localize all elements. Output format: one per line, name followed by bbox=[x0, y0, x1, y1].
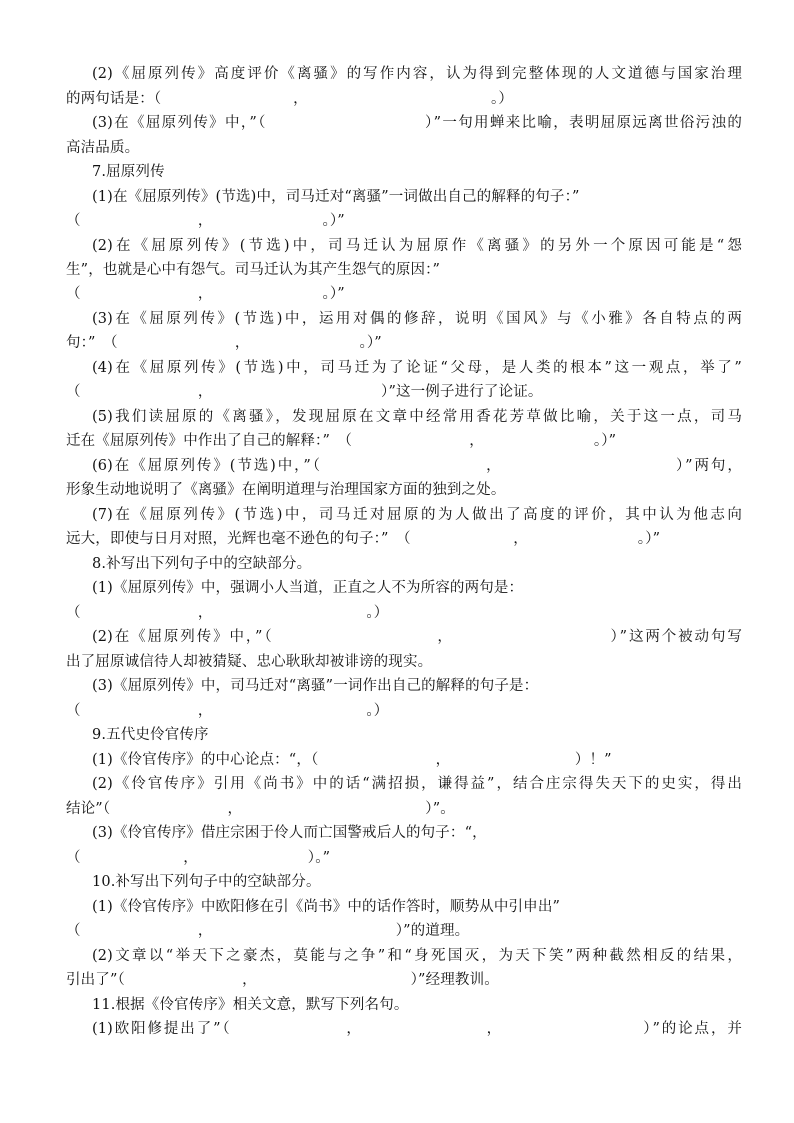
answer-line: 结论”（ ， ）”。 bbox=[66, 801, 455, 817]
text-line: 生”，也就是心中有怨气。司马迁认为其产生怨气的原因：” bbox=[66, 262, 441, 278]
answer-line: （ ， 。） bbox=[66, 703, 389, 719]
text-line: (7)在《屈原列传》(节选)中，司马迁对屈原的为人做出了高度的评价，其中认为他志向 bbox=[92, 507, 742, 523]
answer-line: 的两句话是：（ ， 。） bbox=[66, 91, 514, 107]
text-line: (3)在《屈原列传》中，”（ ）”一句用蝉来比喻，表明屈原远离世俗污浊的 bbox=[92, 115, 742, 131]
answer-line: （ ， ）”的道理。 bbox=[66, 923, 470, 939]
section-heading: 10.补写出下列句子中的空缺部分。 bbox=[92, 874, 321, 890]
text-line: 出了屈原诚信待人却被猜疑、忠心耿耿却被诽谤的现实。 bbox=[66, 654, 433, 670]
section-heading: 8.补写出下列句子中的空缺部分。 bbox=[92, 556, 312, 572]
text-line: (1)《屈原列传》中，强调小人当道，正直之人不为所容的两句是： bbox=[92, 580, 524, 596]
text-line: (2)在《屈原列传》中，”（ ， ）”这两个被动句写 bbox=[92, 629, 742, 645]
text-line: (2)《伶官传序》引用《尚书》中的话“满招损，谦得益”，结合庄宗得失天下的史实，得出 bbox=[92, 776, 742, 792]
text-line: 形象生动地说明了《离骚》在阐明道理与治理国家方面的独到之处。 bbox=[66, 482, 506, 498]
text-line: 高洁品质。 bbox=[66, 140, 140, 156]
text-line: (2)《屈原列传》高度评价《离骚》的写作内容，认为得到完整体现的人文道德与国家治理 bbox=[92, 66, 742, 82]
text-line: (2)文章以“举天下之豪杰，莫能与之争”和“身死国灭，为天下笑”两种截然相反的结果， bbox=[92, 948, 742, 964]
answer-line: 引出了”（ ， ）”经理教训。 bbox=[66, 972, 499, 988]
answer-line: 句：” （ ， 。）” bbox=[66, 335, 382, 351]
answer-line: 迁在《屈原列传》中作出了自己的解释：” （ ， 。）” bbox=[66, 433, 617, 449]
text-line: (6)在《屈原列传》(节选)中，”（ ， ）”两句， bbox=[92, 458, 742, 474]
text-line: (1)在《屈原列传》(节选)中，司马迁对“离骚”一词做出自己的解释的句子：” bbox=[92, 189, 580, 205]
text-line: (2)在《屈原列传》(节选)中，司马迁认为屈原作《离骚》的另外一个原因可能是“怨 bbox=[92, 238, 742, 254]
text-line: (3)在《屈原列传》(节选)中，运用对偶的修辞，说明《国风》与《小雅》各自特点的两 bbox=[92, 311, 742, 327]
text-line: (5)我们读屈原的《离骚》，发现屈原在文章中经常用香花芳草做比喻，关于这一点，司马 bbox=[92, 409, 742, 425]
answer-line: （ ， ）”这一例子进行了论证。 bbox=[66, 384, 543, 400]
text-line: (4)在《屈原列传》(节选)中，司马迁为了论证“父母，是人类的根本”这一观点，举了” bbox=[92, 360, 742, 376]
answer-line: 远大，即使与日月对照，光辉也毫不逊色的句子：” （ ， 。）” bbox=[66, 531, 661, 547]
answer-line: （ ， ）。” bbox=[66, 850, 331, 866]
section-heading: 11.根据《伶官传序》相关文意，默写下列名句。 bbox=[92, 997, 409, 1013]
section-heading: 7.屈原列传 bbox=[92, 164, 165, 180]
text-line: (3)《伶官传序》借庄宗困于伶人而亡国警戒后人的句子：“， bbox=[92, 825, 487, 841]
text-line: (3)《屈原列传》中，司马迁对“离骚”一词作出自己的解释的句子是： bbox=[92, 678, 539, 694]
text-line: (1)《伶官传序》的中心论点：“，（ ， ）！” bbox=[92, 752, 612, 768]
text-line: (1)欧阳修提出了”（ ， ， ）”的论点，并 bbox=[92, 1021, 742, 1037]
section-heading: 9.五代史伶官传序 bbox=[92, 727, 209, 743]
answer-line: （ ， 。）” bbox=[66, 286, 345, 302]
answer-line: （ ， 。）” bbox=[66, 213, 345, 229]
answer-line: （ ， 。） bbox=[66, 605, 389, 621]
text-line: (1)《伶官传序》中欧阳修在引《尚书》中的话作答时，顺势从中引申出” bbox=[92, 899, 561, 915]
